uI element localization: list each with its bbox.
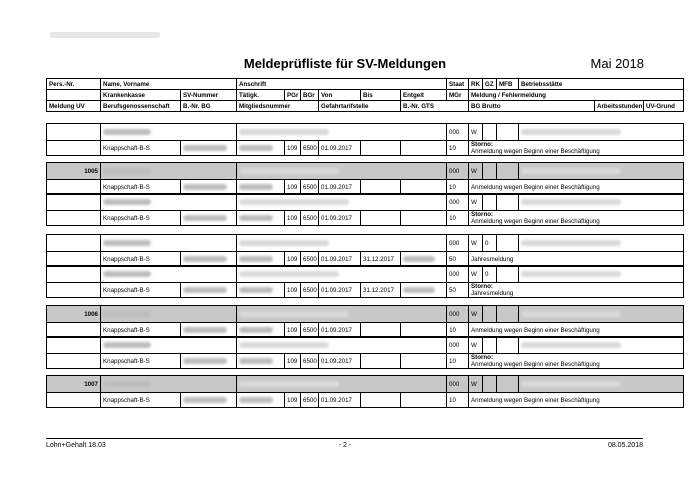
- pgr: 109: [285, 393, 301, 408]
- betriebsstaette-redacted: [519, 163, 684, 180]
- bgr: 6500: [301, 252, 319, 267]
- address-redacted: [237, 337, 447, 354]
- staat: 000: [447, 235, 469, 252]
- entgelt-redacted: [401, 283, 447, 298]
- record-block: [46, 305, 643, 336]
- rk: W: [469, 124, 483, 141]
- bgr: 6500: [301, 180, 319, 195]
- header-cell: GZ: [483, 79, 497, 90]
- krankenkasse: Knappschaft-B-S: [101, 393, 181, 408]
- message-text: Anmeldung wegen Beginn einer Beschäftigung: [471, 183, 600, 191]
- header-cell: PGr: [285, 90, 301, 101]
- mgr: 10: [447, 323, 469, 338]
- address-redacted: [237, 163, 447, 180]
- rk: W: [469, 163, 483, 180]
- header-cell: Gefahrtarifstelle: [319, 101, 401, 112]
- staat: 000: [447, 194, 469, 211]
- bgr: 6500: [301, 283, 319, 298]
- company-name-redacted: [50, 32, 160, 38]
- krankenkasse: Knappschaft-B-S: [101, 211, 181, 226]
- staat: 000: [447, 337, 469, 354]
- mfb: [497, 194, 519, 211]
- record-row-person: [47, 124, 684, 141]
- rk: W: [469, 235, 483, 252]
- mfb: [497, 306, 519, 323]
- rk: W: [469, 337, 483, 354]
- record-row-registration: [47, 393, 684, 408]
- von-date: 01.09.2017: [319, 354, 361, 369]
- name-redacted: [101, 235, 237, 252]
- name-redacted: [101, 306, 237, 323]
- record-block: [46, 336, 643, 367]
- record-row-registration: [47, 211, 684, 226]
- header-cell: RK: [469, 79, 483, 90]
- betriebsstaette-redacted: [519, 235, 684, 252]
- mgr: 10: [447, 393, 469, 408]
- header-cell: MGr: [447, 90, 469, 101]
- bis-date: [361, 354, 401, 369]
- betriebsstaette-redacted: [519, 337, 684, 354]
- staat: 000: [447, 124, 469, 141]
- header-cell: Von: [319, 90, 361, 101]
- von-date: 01.09.2017: [319, 180, 361, 195]
- name-redacted: [101, 376, 237, 393]
- header-cell: Name, Vorname: [101, 79, 237, 90]
- record-block: [46, 375, 643, 406]
- header-cell: Arbeitsstunden: [595, 101, 644, 112]
- taetigkeit-redacted: [237, 141, 285, 156]
- pgr: 109: [285, 141, 301, 156]
- message-text: Anmeldung wegen Beginn einer Beschäftigung: [471, 361, 600, 368]
- record-row-person: [47, 163, 684, 180]
- record-block: [46, 265, 643, 296]
- bis-date: [361, 211, 401, 226]
- gz: 0: [483, 235, 497, 252]
- name-redacted: [101, 194, 237, 211]
- record-row-registration: [47, 283, 684, 298]
- mfb: [497, 376, 519, 393]
- message-text: Anmeldung wegen Beginn einer Beschäftigung: [471, 148, 600, 155]
- pers-nr: [47, 124, 101, 141]
- message-text: Jahresmeldung: [471, 255, 514, 263]
- header-cell: Entgelt: [401, 90, 447, 101]
- krankenkasse: Knappschaft-B-S: [101, 252, 181, 267]
- gz: [483, 124, 497, 141]
- krankenkasse: Knappschaft-B-S: [101, 354, 181, 369]
- address-redacted: [237, 266, 447, 283]
- bgr: 6500: [301, 393, 319, 408]
- von-date: 01.09.2017: [319, 323, 361, 338]
- pers-nr: 1006: [47, 306, 101, 323]
- header-cell: B.-Nr. BG: [181, 101, 237, 112]
- gz: [483, 306, 497, 323]
- name-redacted: [101, 266, 237, 283]
- column-header-table: [46, 78, 684, 112]
- sv-number-redacted: [181, 354, 237, 369]
- message-text: Anmeldung wegen Beginn einer Beschäftigung: [471, 396, 600, 404]
- bis-date: [361, 393, 401, 408]
- betriebsstaette-redacted: [519, 306, 684, 323]
- sv-number-redacted: [181, 393, 237, 408]
- message-cell: [469, 354, 684, 369]
- bgr: 6500: [301, 323, 319, 338]
- entgelt-redacted: [401, 354, 447, 369]
- betriebsstaette-redacted: [519, 194, 684, 211]
- footer-divider: [46, 438, 643, 439]
- entgelt-redacted: [401, 211, 447, 226]
- header-cell: BG Brutto: [469, 101, 595, 112]
- von-date: 01.09.2017: [319, 141, 361, 156]
- gz: [483, 163, 497, 180]
- krankenkasse: Knappschaft-B-S: [101, 323, 181, 338]
- mgr: 10: [447, 354, 469, 369]
- record-row-person: [47, 194, 684, 211]
- mfb: [497, 163, 519, 180]
- header-cell: Staat: [447, 79, 469, 90]
- krankenkasse: Knappschaft-B-S: [101, 283, 181, 298]
- entgelt-redacted: [401, 393, 447, 408]
- storno-label: Storno:: [471, 211, 494, 218]
- mfb: [497, 235, 519, 252]
- mfb: [497, 124, 519, 141]
- staat: 000: [447, 266, 469, 283]
- pgr: 109: [285, 354, 301, 369]
- sv-number-redacted: [181, 211, 237, 226]
- message-cell: [469, 141, 684, 156]
- bis-date: 31.12.2017: [361, 283, 401, 298]
- gz: [483, 194, 497, 211]
- pers-nr: 1005: [47, 163, 101, 180]
- rk: W: [469, 376, 483, 393]
- gz: 0: [483, 266, 497, 283]
- header-cell: Pers.-Nr.: [47, 79, 101, 90]
- pgr: 109: [285, 323, 301, 338]
- mgr: 10: [447, 141, 469, 156]
- address-redacted: [237, 124, 447, 141]
- header-cell: B.-Nr. GTS: [401, 101, 469, 112]
- taetigkeit-redacted: [237, 211, 285, 226]
- sv-number-redacted: [181, 283, 237, 298]
- bis-date: [361, 141, 401, 156]
- header-cell: MFB: [497, 79, 519, 90]
- rk: W: [469, 266, 483, 283]
- header-cell: Meldung UV: [47, 101, 101, 112]
- bgr: 6500: [301, 354, 319, 369]
- header-cell: BGr: [301, 90, 319, 101]
- mgr: 10: [447, 211, 469, 226]
- mfb: [497, 266, 519, 283]
- krankenkasse: Knappschaft-B-S: [101, 180, 181, 195]
- taetigkeit-redacted: [237, 283, 285, 298]
- message-text: Anmeldung wegen Beginn einer Beschäftigung: [471, 326, 600, 334]
- staat: 000: [447, 306, 469, 323]
- record-block: [46, 123, 643, 154]
- name-redacted: [101, 124, 237, 141]
- pgr: 109: [285, 211, 301, 226]
- header-cell: SV-Nummer: [181, 90, 237, 101]
- record-block: [46, 193, 643, 224]
- record-row-registration: [47, 354, 684, 369]
- betriebsstaette-redacted: [519, 124, 684, 141]
- pgr: 109: [285, 252, 301, 267]
- von-date: 01.09.2017: [319, 283, 361, 298]
- taetigkeit-redacted: [237, 354, 285, 369]
- page-title: Meldeprüfliste für SV-Meldungen: [243, 56, 447, 71]
- rk: W: [469, 194, 483, 211]
- header-cell: Meldung / Fehlermeldung: [469, 90, 684, 101]
- betriebsstaette-redacted: [519, 376, 684, 393]
- record-row-registration: [47, 141, 684, 156]
- betriebsstaette-redacted: [519, 266, 684, 283]
- footer-software: Lohn+Gehalt 18.03: [46, 442, 106, 449]
- address-redacted: [237, 194, 447, 211]
- pers-nr: [47, 266, 101, 283]
- mfb: [497, 337, 519, 354]
- header-row-3: [47, 101, 684, 112]
- report-month: Mai 2018: [590, 56, 644, 71]
- gz: [483, 376, 497, 393]
- bgr: 6500: [301, 211, 319, 226]
- name-redacted: [101, 163, 237, 180]
- pers-nr: [47, 337, 101, 354]
- staat: 000: [447, 163, 469, 180]
- gz: [483, 337, 497, 354]
- krankenkasse: Knappschaft-B-S: [101, 141, 181, 156]
- message-cell: [469, 283, 684, 298]
- bis-date: 31.12.2017: [361, 252, 401, 267]
- rk: W: [469, 306, 483, 323]
- header-cell: Berufsgenossenschaft: [101, 101, 181, 112]
- taetigkeit-redacted: [237, 393, 285, 408]
- header-cell: Mitgliedsnummer: [237, 101, 319, 112]
- record-row-person: [47, 266, 684, 283]
- storno-label: Storno:: [471, 354, 494, 361]
- header-cell: UV-Grund: [644, 101, 684, 112]
- record-block: [46, 162, 643, 193]
- address-redacted: [237, 376, 447, 393]
- address-redacted: [237, 235, 447, 252]
- mgr: 50: [447, 252, 469, 267]
- von-date: 01.09.2017: [319, 252, 361, 267]
- record-block: [46, 234, 643, 265]
- header-cell: Betriebsstätte: [519, 79, 684, 90]
- von-date: 01.09.2017: [319, 211, 361, 226]
- header-row-1: [47, 79, 684, 90]
- message-cell: [469, 393, 684, 408]
- pers-nr: 1007: [47, 376, 101, 393]
- record-row-person: [47, 306, 684, 323]
- header-cell: Bis: [361, 90, 401, 101]
- name-redacted: [101, 337, 237, 354]
- mgr: 50: [447, 283, 469, 298]
- record-row-person: [47, 235, 684, 252]
- storno-label: Storno:: [471, 283, 493, 290]
- sv-number-redacted: [181, 141, 237, 156]
- header-row-2: [47, 90, 684, 101]
- header-cell: Anschrift: [237, 79, 447, 90]
- pers-nr: [47, 235, 101, 252]
- footer-date: 08.05.2018: [607, 442, 643, 449]
- message-text: Jahresmeldung: [471, 290, 514, 297]
- record-row-person: [47, 337, 684, 354]
- address-redacted: [237, 306, 447, 323]
- header-cell: Krankenkasse: [101, 90, 181, 101]
- storno-label: Storno:: [471, 141, 494, 148]
- staat: 000: [447, 376, 469, 393]
- pgr: 109: [285, 180, 301, 195]
- message-cell: [469, 211, 684, 226]
- footer-page-number: - 2 -: [338, 442, 352, 449]
- record-row-person: [47, 376, 684, 393]
- message-text: Anmeldung wegen Beginn einer Beschäftigung: [471, 218, 600, 225]
- von-date: 01.09.2017: [319, 393, 361, 408]
- pgr: 109: [285, 283, 301, 298]
- pers-nr: [47, 194, 101, 211]
- entgelt-redacted: [401, 141, 447, 156]
- bgr: 6500: [301, 141, 319, 156]
- header-cell: Tätigk.: [237, 90, 285, 101]
- mgr: 10: [447, 180, 469, 195]
